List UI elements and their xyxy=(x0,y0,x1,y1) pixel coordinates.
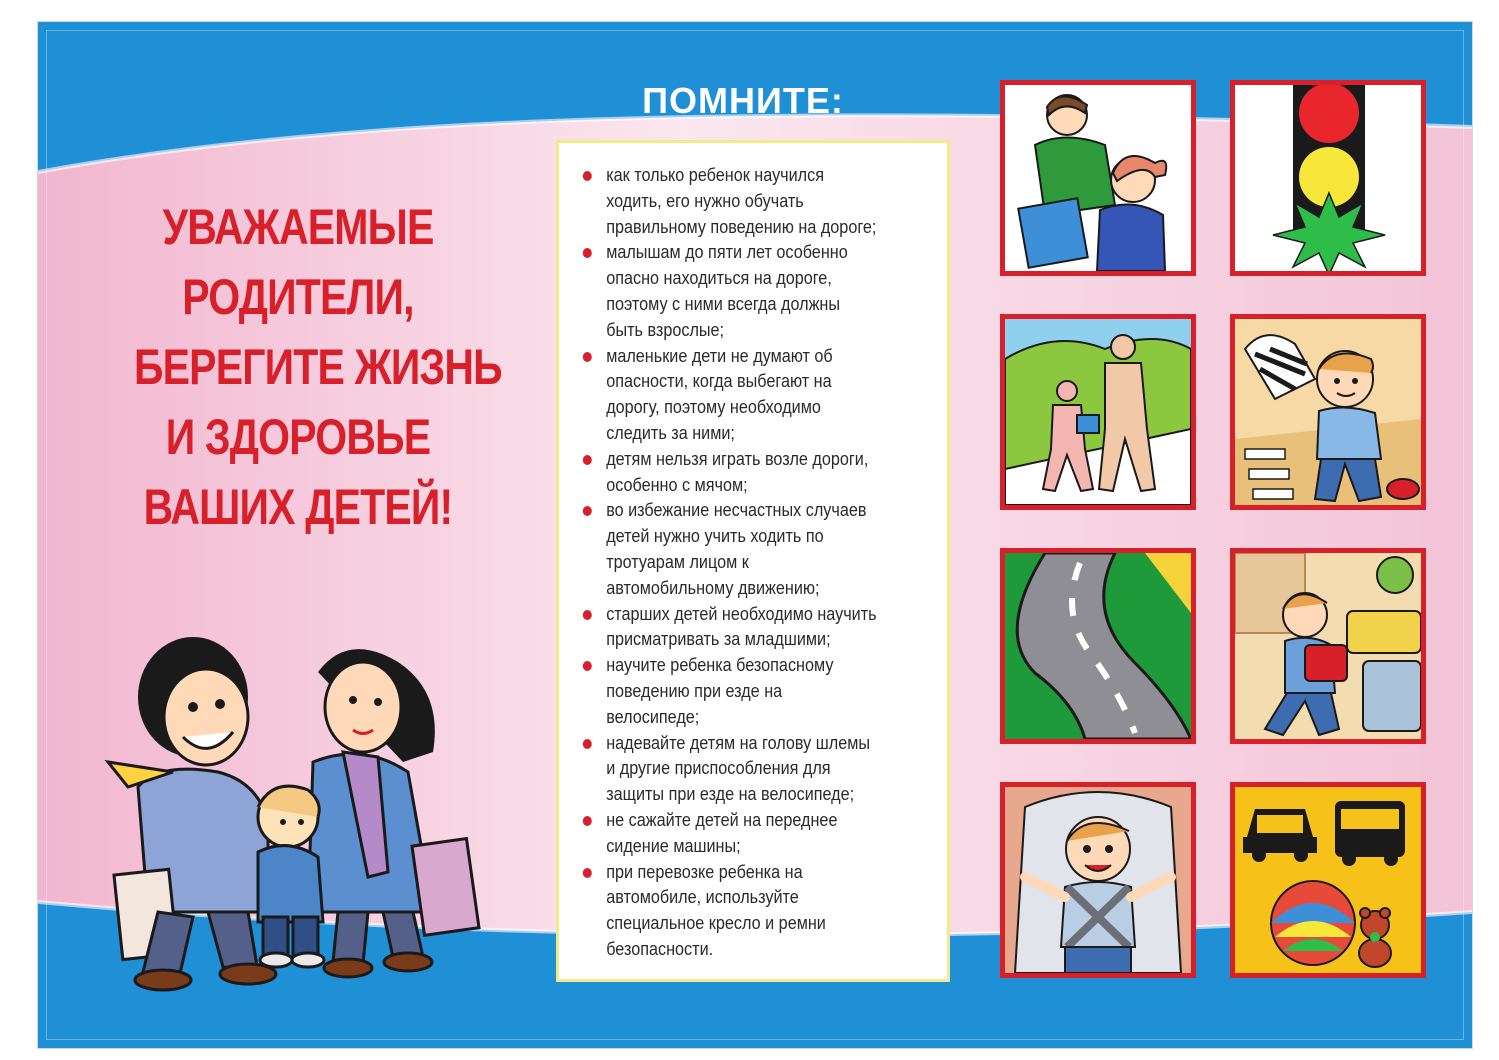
adult-with-child-walking-icon xyxy=(1005,319,1191,505)
tip-item xyxy=(581,860,948,963)
tile-car-seat xyxy=(1000,782,1196,978)
adult-reading-to-child-icon xyxy=(1005,85,1191,271)
tip-item xyxy=(581,731,948,808)
headline-line-1: УВАЖАЕМЫЕ xyxy=(162,199,434,255)
tile-traffic-light xyxy=(1230,80,1426,276)
bullet-icon xyxy=(583,610,592,620)
tip-text: во избежание несчастных случаев детей нужно учить ходить по тротуарам лицом к автомобильному движению; xyxy=(606,500,867,598)
tip-item xyxy=(581,447,948,499)
tip-item xyxy=(581,498,948,601)
tip-item xyxy=(581,163,948,240)
tip-text: не сажайте детей на переднее сидение машины; xyxy=(606,809,838,856)
tip-text: маленькие дети не думают об опасности, когда выбегают на дорогу, поэтому необходимо следить за ними; xyxy=(606,345,833,443)
tile-adult-reading xyxy=(1000,80,1196,276)
headline-line-3: БЕРЕГИТЕ ЖИЗНЬ xyxy=(134,339,502,395)
tips-panel xyxy=(556,140,950,982)
bullet-icon xyxy=(583,868,592,878)
tile-crossing-street xyxy=(1230,548,1426,744)
tip-item xyxy=(581,808,948,860)
bullet-icon xyxy=(583,171,592,181)
headline-line-2: РОДИТЕЛИ, xyxy=(182,269,414,325)
headline-line-4: И ЗДОРОВЬЕ xyxy=(165,409,431,465)
child-at-zebra-crossing-icon xyxy=(1235,319,1421,505)
tip-item xyxy=(581,240,948,343)
headline-line-5: ВАШИХ ДЕТЕЙ! xyxy=(143,479,453,535)
tile-road xyxy=(1000,548,1196,744)
child-crossing-street-icon xyxy=(1235,553,1421,739)
bullet-icon xyxy=(583,352,592,362)
bullet-icon xyxy=(583,506,592,516)
road-icon xyxy=(1005,553,1191,739)
tips-list xyxy=(581,163,931,963)
poster xyxy=(38,22,1472,1048)
tip-item xyxy=(581,344,948,447)
bullet-icon xyxy=(583,816,592,826)
bullet-icon xyxy=(583,661,592,671)
tip-text: малышам до пяти лет особенно опасно находиться на дороге, поэтому с ними всегда должны быть взрослые; xyxy=(606,242,848,340)
child-in-car-seat-icon xyxy=(1005,787,1191,973)
tile-car-bus-ball xyxy=(1230,782,1426,978)
traffic-light-icon xyxy=(1235,85,1421,271)
car-bus-ball-icon xyxy=(1235,787,1421,973)
tip-item xyxy=(581,653,948,730)
tip-item xyxy=(581,602,948,654)
tip-text: научите ребенка безопасному поведению при езде на велосипеде; xyxy=(606,655,834,727)
bullet-icon xyxy=(583,248,592,258)
tip-text: при перевозке ребенка на автомобиле, используйте специальное кресло и ремни безопасности. xyxy=(606,861,826,959)
tip-text: старших детей необходимо научить присматривать за младшими; xyxy=(606,603,877,650)
bullet-icon xyxy=(583,455,592,465)
tip-text: надевайте детям на голову шлемы и другие приспособления для защиты при езде на велосипеде; xyxy=(606,732,871,805)
bullet-icon xyxy=(583,739,592,749)
headline xyxy=(134,192,502,542)
tile-walking xyxy=(1000,314,1196,510)
remember-title: ПОМНИТЕ: xyxy=(642,80,844,121)
tip-text: детям нельзя играть возле дороги, особенно с мячом; xyxy=(606,448,869,495)
family-shopping-icon xyxy=(98,612,498,992)
tip-text: как только ребенок научился ходить, его нужно обучать правильному поведению на дороге; xyxy=(606,165,877,237)
tile-zebra-crossing xyxy=(1230,314,1426,510)
